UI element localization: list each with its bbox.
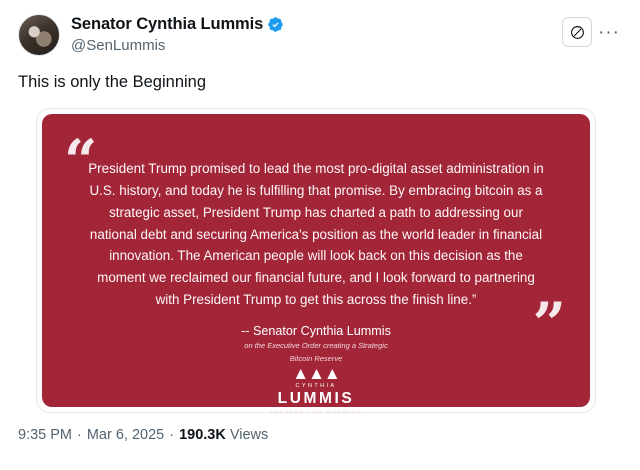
tweet-date: Mar 6, 2025: [86, 427, 165, 444]
meta-separator-1: ·: [77, 427, 82, 444]
lummis-logo: [270, 365, 362, 416]
close-quote-mark: ”: [532, 290, 566, 359]
author-display-name[interactable]: Senator Cynthia Lummis: [71, 15, 264, 33]
tweet-time: 9:35 PM: [18, 427, 72, 444]
quote-source-line-1: on the Executive Order creating a Strategic: [244, 341, 388, 351]
logo-top-text: CYNTHIA: [295, 382, 337, 389]
avatar[interactable]: [18, 14, 60, 56]
author-name-row: [71, 15, 284, 35]
logo-subtitle-text: SENATOR FOR WYOMING: [269, 409, 363, 416]
author-names: [71, 14, 284, 55]
views-label[interactable]: Views: [229, 427, 269, 444]
quote-graphic: [42, 114, 590, 416]
logo-name-text: LUMMIS: [277, 389, 355, 407]
more-options-button[interactable]: ···: [598, 21, 620, 43]
meta-separator-2: ·: [169, 427, 175, 444]
bucking-horse-icon: ▲▲▲: [292, 363, 340, 383]
open-quote-mark: “: [64, 127, 98, 196]
views-count: 190.3K: [179, 427, 226, 444]
verified-badge-icon: [267, 16, 284, 33]
quote-source-line-2: Bitcoin Reserve: [289, 354, 343, 364]
quote-attribution: -- Senator Cynthia Lummis: [241, 324, 391, 339]
author-handle[interactable]: @SenLummis: [71, 36, 166, 54]
tweet-header-actions: [562, 17, 622, 47]
tweet-footer-meta: [18, 427, 622, 443]
tweet-text: This is only the Beginning: [18, 73, 207, 91]
quote-body-text: President Trump promised to lead the most pro-digital asset administration in U.S. history, and today he is fulfilling that promise. By embracing bitcoin as a strategic asset, President Trump has charted a path to addressing our national debt and securing America's position as the world leader in financial innovation. The American people will look back on this decision as the moment we reclaimed our financial future, and I look forward to partnering with President Trump to get this across the finish line.”: [88, 161, 544, 307]
tweet-header: [18, 14, 622, 56]
grok-icon[interactable]: [562, 17, 592, 47]
quote-image-card[interactable]: [36, 108, 596, 416]
